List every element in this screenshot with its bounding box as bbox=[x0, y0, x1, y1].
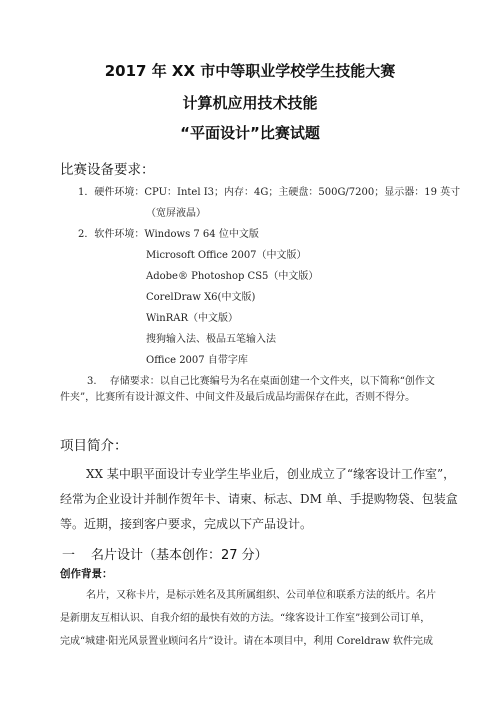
intro-line: 经常为企业设计并制作贺年卡、请柬、标志、DM 单、手提购物袋、包装盒 bbox=[60, 492, 458, 506]
section1-line: 完成“城建·阳光风景置业顾问名片”设计。请在本项目中，利用 Coreldraw 软件完成 bbox=[60, 636, 434, 647]
software-item: 搜狗输入法、极品五笔输入法 bbox=[146, 334, 276, 345]
hardware-line-cont: （宽屏液晶） bbox=[146, 208, 206, 219]
section1-title: 名片设计（基本创作：27 分） bbox=[91, 548, 268, 563]
software-item: WinRAR（中文版） bbox=[146, 313, 239, 324]
section1-number: 一 bbox=[62, 548, 76, 563]
section1-line: 是新朋友互相认识、自我介绍的最快有效的方法。“缘客设计工作室”接到公司订单， bbox=[60, 613, 431, 624]
background-label: 创作背景： bbox=[60, 568, 113, 580]
doc-title-line1: 2017 年 XX 市中等职业学校学生技能大赛 bbox=[104, 62, 396, 80]
doc-title-line3: “平面设计”比赛试题 bbox=[180, 124, 320, 142]
intro-heading: 项目简介： bbox=[60, 438, 128, 454]
intro-line: 等。近期，接到客户要求，完成以下产品设计。 bbox=[60, 517, 313, 531]
storage-line1: 3. 存储要求：以自己比赛编号为名在桌面创建一个文件夹，以下简称“创作文 bbox=[87, 376, 435, 387]
storage-line2: 件夹”，比赛所有设计源文件、中间文件及最后成品均需保存在此，否则不得分。 bbox=[60, 392, 416, 403]
doc-title-line2: 计算机应用技术技能 bbox=[182, 94, 318, 112]
intro-line: XX 某中职平面设计专业学生毕业后，创业成立了“缘客设计工作室”， bbox=[86, 467, 456, 481]
software-line: 2．软件环境：Windows 7 64 位中文版 bbox=[78, 229, 259, 240]
software-item: Microsoft Office 2007（中文版） bbox=[146, 250, 307, 261]
software-item: Office 2007 自带字库 bbox=[146, 355, 248, 366]
hardware-line: 1．硬件环境：CPU：Intel I3；内存：4G；主硬盘：500G/7200；显示器：19 英寸 bbox=[78, 187, 461, 198]
equipment-heading: 比赛设备要求： bbox=[60, 162, 155, 178]
software-item: Adobe® Photoshop CS5（中文版） bbox=[146, 271, 319, 282]
section1-line: 名片，又称卡片，是标示姓名及其所属组织、公司单位和联系方法的纸片。名片 bbox=[86, 590, 436, 601]
software-item: CorelDraw X6(中文版) bbox=[146, 292, 256, 303]
